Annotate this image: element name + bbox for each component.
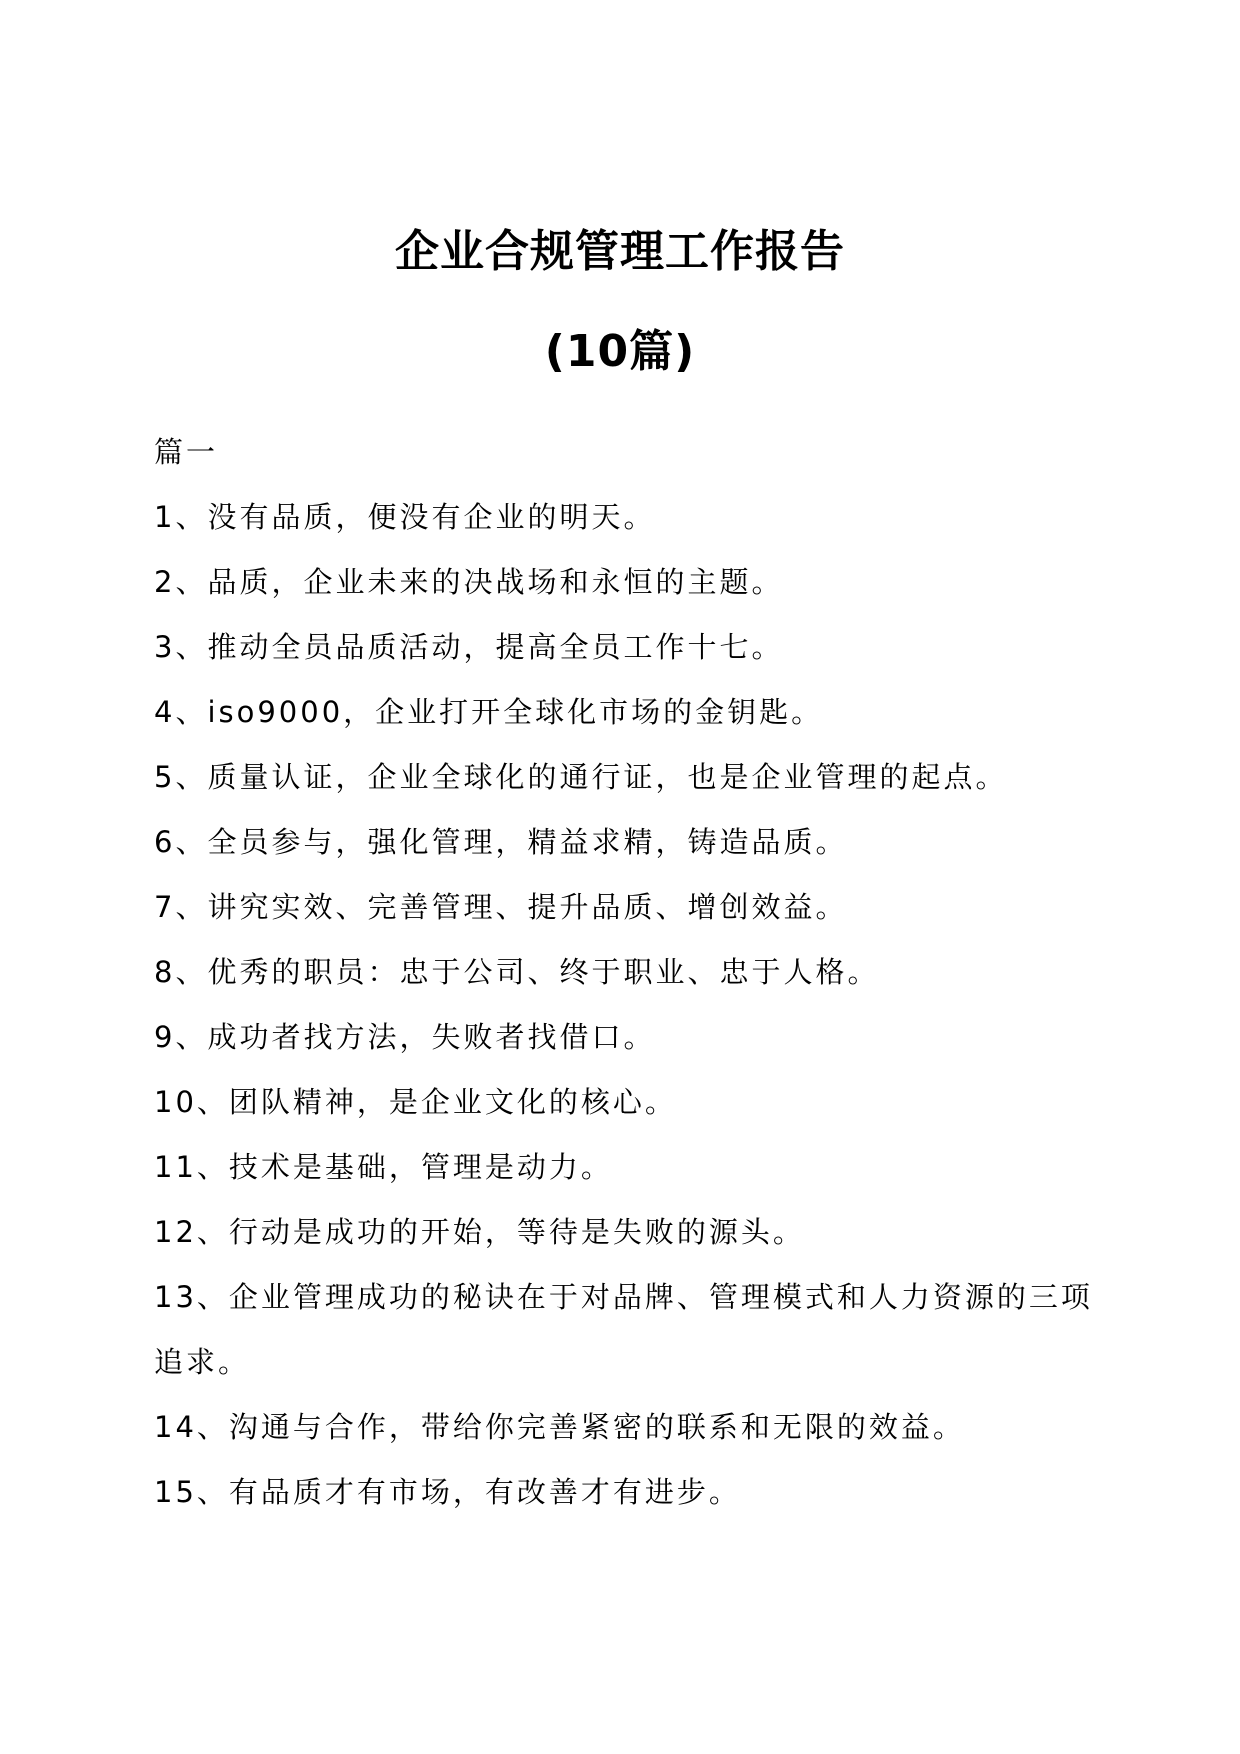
list-item: 6、全员参与，强化管理，精益求精，铸造品质。 [154, 825, 848, 859]
list-item: 8、优秀的职员：忠于公司、终于职业、忠于人格。 [154, 955, 880, 989]
document-title: 企业合规管理工作报告 [395, 226, 845, 277]
list-item: 5、质量认证，企业全球化的通行证，也是企业管理的起点。 [154, 760, 1008, 794]
list-item: 7、讲究实效、完善管理、提升品质、增创效益。 [154, 890, 848, 924]
list-item: 9、成功者找方法，失败者找借口。 [154, 1020, 656, 1054]
section-heading: 篇一 [154, 435, 219, 469]
list-item: 2、品质，企业未来的决战场和永恒的主题。 [154, 565, 784, 599]
list-item: 10、团队精神，是企业文化的核心。 [154, 1085, 677, 1119]
list-item: 13、企业管理成功的秘诀在于对品牌、管理模式和人力资源的三项追求。 [154, 1280, 1093, 1379]
list-item: 12、行动是成功的开始，等待是失败的源头。 [154, 1215, 805, 1249]
list-item: 11、技术是基础，管理是动力。 [154, 1150, 613, 1184]
document-subtitle: (10篇) [544, 326, 696, 377]
list-item: 14、沟通与合作，带给你完善紧密的联系和无限的效益。 [154, 1410, 965, 1444]
document-body [154, 420, 1094, 1525]
list-item: 1、没有品质，便没有企业的明天。 [154, 500, 656, 534]
list-item: 15、有品质才有市场，有改善才有进步。 [154, 1475, 741, 1509]
list-item: 4、iso9000，企业打开全球化市场的金钥匙。 [154, 695, 824, 729]
list-item: 3、推动全员品质活动，提高全员工作十七。 [154, 630, 784, 664]
